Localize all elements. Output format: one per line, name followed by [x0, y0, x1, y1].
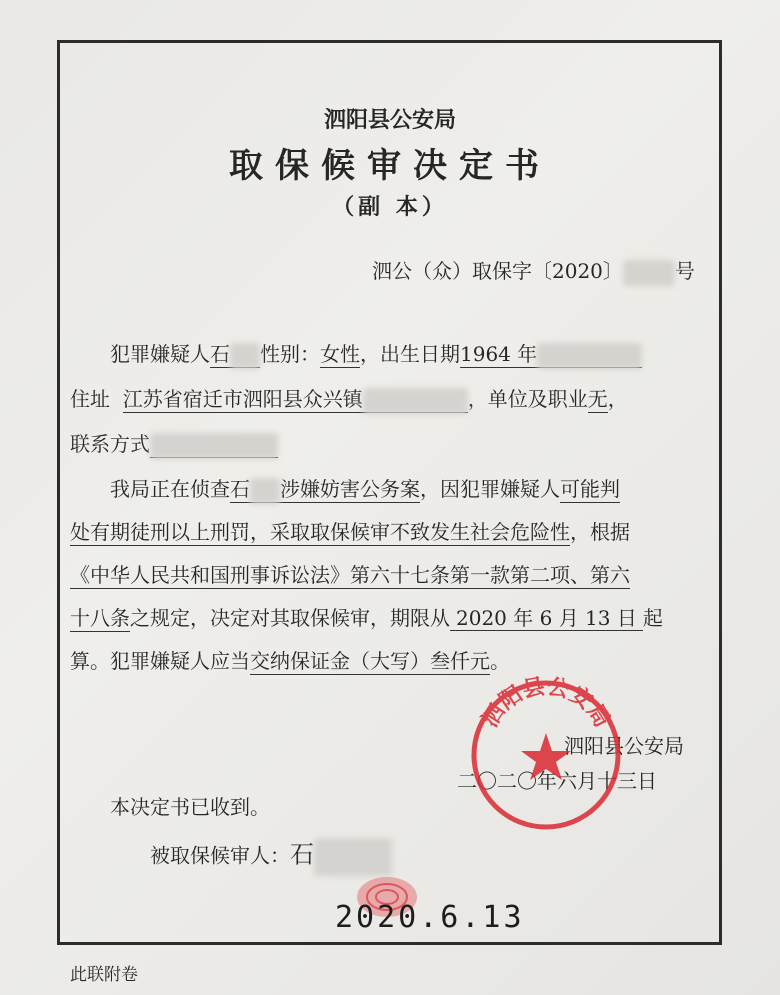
address-value: 江苏省宿迁市泗阳县众兴镇	[122, 387, 363, 411]
bail-amount: 交纳保证金（大写）叁仟元	[250, 649, 490, 673]
signer-surname: 石	[290, 840, 314, 869]
suspect-line-3	[70, 430, 278, 459]
gender-value: 女性	[320, 342, 360, 366]
redacted-birthdate	[537, 343, 642, 369]
law-name: 《中华人民共和国刑事诉讼法》	[70, 563, 350, 587]
footer-note: 此联附卷	[70, 965, 138, 985]
gender-label: 性别：	[260, 342, 320, 366]
body-suspect-surname: 石	[230, 477, 250, 501]
body-connector: ，因犯罪嫌疑人	[420, 477, 560, 501]
issuer-name: 泗阳县公安局	[564, 734, 684, 758]
case-name: 涉嫌妨害公务案	[280, 477, 420, 501]
redacted-body-name	[250, 478, 280, 504]
official-seal	[466, 675, 626, 835]
law-article-cont: 十八条	[70, 606, 130, 630]
suspect-line-2: 住址 江苏省宿迁市泗阳县众兴镇 ，单位及职业无，	[70, 385, 628, 414]
redacted-address	[363, 388, 468, 414]
redacted-number	[623, 260, 675, 286]
birth-field	[460, 342, 642, 368]
document-title: 取保候审决定书	[229, 146, 551, 186]
reason-start: 可能判	[560, 477, 620, 501]
redacted-signature	[314, 838, 392, 876]
issuing-agency: 泗阳县公安局	[323, 107, 456, 133]
body-line-5	[70, 647, 510, 675]
basis-word: ，根据	[570, 520, 630, 544]
handwritten-date: 2020.6.13	[335, 900, 525, 935]
seal-star-icon	[521, 733, 571, 780]
body-line-3	[70, 561, 630, 589]
document-number	[372, 255, 695, 286]
suspect-surname: 石	[210, 342, 230, 366]
body-line-2	[70, 518, 630, 546]
employer-value: 无	[587, 387, 608, 411]
issue-date: 二〇二〇年六月十三日	[457, 769, 657, 793]
body-investigation: 我局正在侦查	[110, 477, 230, 501]
start-date: 2020 年 6 月 13 日	[450, 606, 643, 631]
bail-prefix: 算。犯罪嫌疑人应当	[70, 649, 250, 673]
decision-text: 之规定，决定对其取保候审，期限从	[130, 606, 450, 630]
birth-year: 1964 年	[460, 342, 538, 366]
body-line-4	[70, 604, 663, 632]
contact-field	[150, 432, 278, 458]
body-line-1	[110, 475, 620, 504]
receipt-statement: 本决定书已收到。	[110, 795, 270, 819]
address-field	[123, 387, 468, 413]
redacted-name	[230, 343, 260, 369]
seal-text: 泗阳县公安局	[477, 675, 615, 733]
suspect-line-1	[110, 340, 642, 369]
birth-label: ，出生日期	[360, 342, 460, 366]
body-suspect-field	[230, 477, 280, 503]
redacted-contact	[150, 433, 278, 459]
bail-end: 。	[490, 649, 510, 673]
reason-text: 处有期徒刑以上刑罚，采取取保候审不致发生社会危险性	[70, 520, 570, 544]
start-word: 起	[642, 606, 663, 630]
document-number-suffix: 号	[674, 259, 695, 283]
document-subtitle: （副 本）	[332, 194, 448, 220]
address-label: 住址	[70, 387, 110, 411]
contact-label: 联系方式	[70, 432, 150, 456]
suspect-name-field	[210, 342, 260, 368]
law-article: 第六十七条第一款第二项、第六	[350, 563, 630, 587]
signer-label: 被取保候审人：	[150, 843, 290, 868]
receipt-signer	[150, 838, 392, 876]
suspect-label: 犯罪嫌疑人	[110, 342, 210, 366]
employer-label: ，单位及职业	[467, 387, 588, 411]
document-number-prefix: 泗公（众）取保字〔2020〕	[372, 259, 623, 283]
